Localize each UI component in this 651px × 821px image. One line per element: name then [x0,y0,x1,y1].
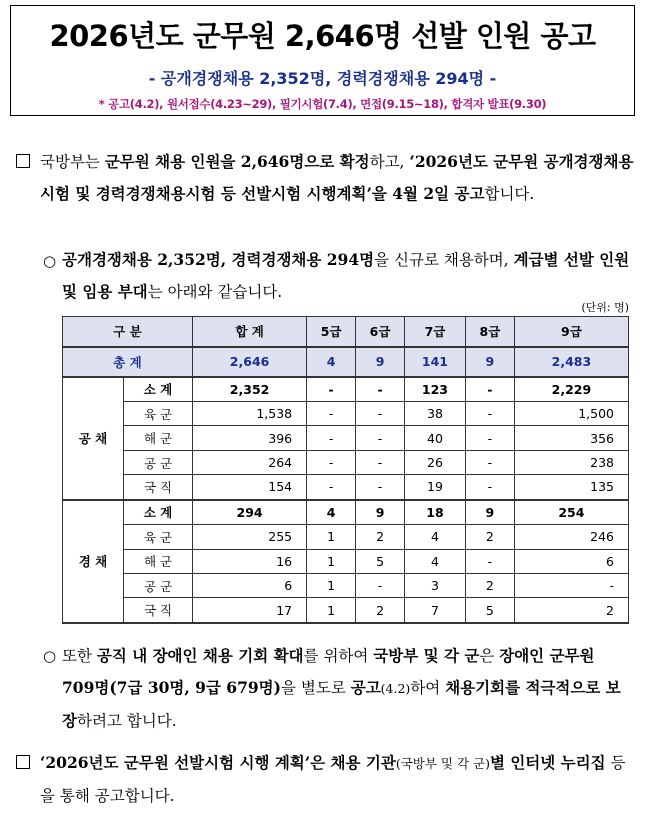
table-cell: - [307,475,356,500]
table-cell: - [356,401,405,425]
paragraph-publication: ‘2026년도 군무원 선발시험 시행 계획’은 채용 기관(국방부 및 각 군)별 인터넷 누리집 등을 통해 공고합니다. [40,753,626,805]
table-cell: - [465,549,514,573]
table-row [63,598,629,623]
table-cell: - [356,426,405,450]
table-cell: - [356,377,405,402]
table-cell: 17 [193,598,307,623]
row-label: 국 직 [124,475,193,500]
table-row [63,525,629,549]
table-cell: 2 [465,573,514,597]
column-header: 6급 [356,317,405,347]
total-cell: 9 [465,347,514,377]
table-cell: 1 [307,573,356,597]
total-label: 총 계 [63,347,193,377]
row-label: 해 군 [124,549,193,573]
page-title: 2026년도 군무원 2,646명 선발 인원 공고 [49,19,596,53]
total-cell: 9 [356,347,405,377]
checkbox-bullet-icon [16,154,30,168]
table-cell: 4 [405,549,466,573]
table-row [63,475,629,500]
table-cell: 1 [307,598,356,623]
table-cell: 26 [405,450,466,474]
table-cell: 4 [405,525,466,549]
table-cell: - [514,573,628,597]
table-cell: - [307,377,356,402]
table-cell: - [356,450,405,474]
table-cell: - [356,475,405,500]
table-row [63,401,629,425]
table-cell: 2 [465,525,514,549]
checkbox-bullet-icon [16,755,30,769]
table-cell: 294 [193,500,307,525]
table-cell: - [465,426,514,450]
table-cell: 2,229 [514,377,628,402]
row-label: 소 계 [124,377,193,402]
table-cell: - [356,573,405,597]
table-cell: 3 [405,573,466,597]
table-cell: 6 [514,549,628,573]
column-header: 8급 [465,317,514,347]
table-cell: - [307,450,356,474]
table-cell: 40 [405,426,466,450]
table-cell: - [465,377,514,402]
paragraph-recruitment: 공개경쟁채용 2,352명, 경력경쟁채용 294명을 신규로 채용하며, 계급별 선발 인원 및 임용 부대는 아래와 같습니다. [62,250,630,301]
column-header: 합 계 [193,317,307,347]
table-header-row [63,317,629,347]
table-cell: 9 [356,500,405,525]
table-cell: - [465,401,514,425]
page-subtitle: - 공개경쟁채용 2,352명, 경력경쟁채용 294명 - [148,69,497,88]
table-cell: 356 [514,426,628,450]
table-cell: 2,352 [193,377,307,402]
circle-bullet-icon: ○ [43,647,57,665]
table-cell: 2 [514,598,628,623]
recruitment-table [62,316,629,624]
total-cell: 4 [307,347,356,377]
table-cell: 396 [193,426,307,450]
table-row [63,500,629,525]
column-header: 9급 [514,317,628,347]
table-cell: - [465,450,514,474]
row-label: 육 군 [124,401,193,425]
announcement-header [10,5,635,116]
table-cell: 246 [514,525,628,549]
row-label: 공 군 [124,573,193,597]
table-cell: 1,538 [193,401,307,425]
row-label: 해 군 [124,426,193,450]
table-cell: 9 [465,500,514,525]
row-label: 육 군 [124,525,193,549]
table-cell: 16 [193,549,307,573]
table-cell: 154 [193,475,307,500]
paragraph-announcement: 국방부는 군무원 채용 인원을 2,646명으로 확정하고, ‘2026년도 군무원 공개경쟁채용시험 및 경력경쟁채용시험 등 선발시험 시행계획’을 4월 2일 공고합니다. [40,152,634,203]
total-cell: 2,483 [514,347,628,377]
group-label: 경 채 [63,500,124,623]
table-cell: 254 [514,500,628,525]
total-cell: 141 [405,347,466,377]
table-row [63,573,629,597]
row-label: 공 군 [124,450,193,474]
circle-bullet-icon: ○ [43,252,57,270]
row-label: 국 직 [124,598,193,623]
column-header: 7급 [405,317,466,347]
table-cell: 5 [465,598,514,623]
table-cell: 238 [514,450,628,474]
table-cell: 2 [356,598,405,623]
table-cell: 255 [193,525,307,549]
paragraph-disability-recruitment: 또한 공직 내 장애인 채용 기회 확대를 위하여 국방부 및 각 군은 장애인 군무원 709명(7급 30명, 9급 679명)을 별도로 공고(4.2)하여 채용기회를 적극적으로 보장하려고 합니다. [62,646,621,730]
table-total-row [63,347,629,377]
table-cell: 38 [405,401,466,425]
table-cell: 6 [193,573,307,597]
table-cell: 1,500 [514,401,628,425]
table-cell: 7 [405,598,466,623]
column-header: 구 분 [63,317,193,347]
table-cell: 135 [514,475,628,500]
table-cell: - [307,401,356,425]
row-label: 소 계 [124,500,193,525]
table-cell: 18 [405,500,466,525]
table-cell: 5 [356,549,405,573]
table-cell: 264 [193,450,307,474]
table-cell: - [307,426,356,450]
table-cell: 2 [356,525,405,549]
table-row [63,377,629,402]
table-row [63,426,629,450]
table-cell: 123 [405,377,466,402]
group-label: 공 채 [63,377,124,500]
table-cell: - [465,475,514,500]
table-cell: 1 [307,549,356,573]
column-header: 5급 [307,317,356,347]
table-cell: 1 [307,525,356,549]
unit-label: (단위: 명) [581,301,629,314]
total-cell: 2,646 [193,347,307,377]
table-cell: 4 [307,500,356,525]
schedule-note: * 공고(4.2), 원서접수(4.23~29), 필기시험(7.4), 면접(9.15~18), 합격자 발표(9.30) [98,97,547,111]
table-row [63,450,629,474]
table-row [63,549,629,573]
table-cell: 19 [405,475,466,500]
